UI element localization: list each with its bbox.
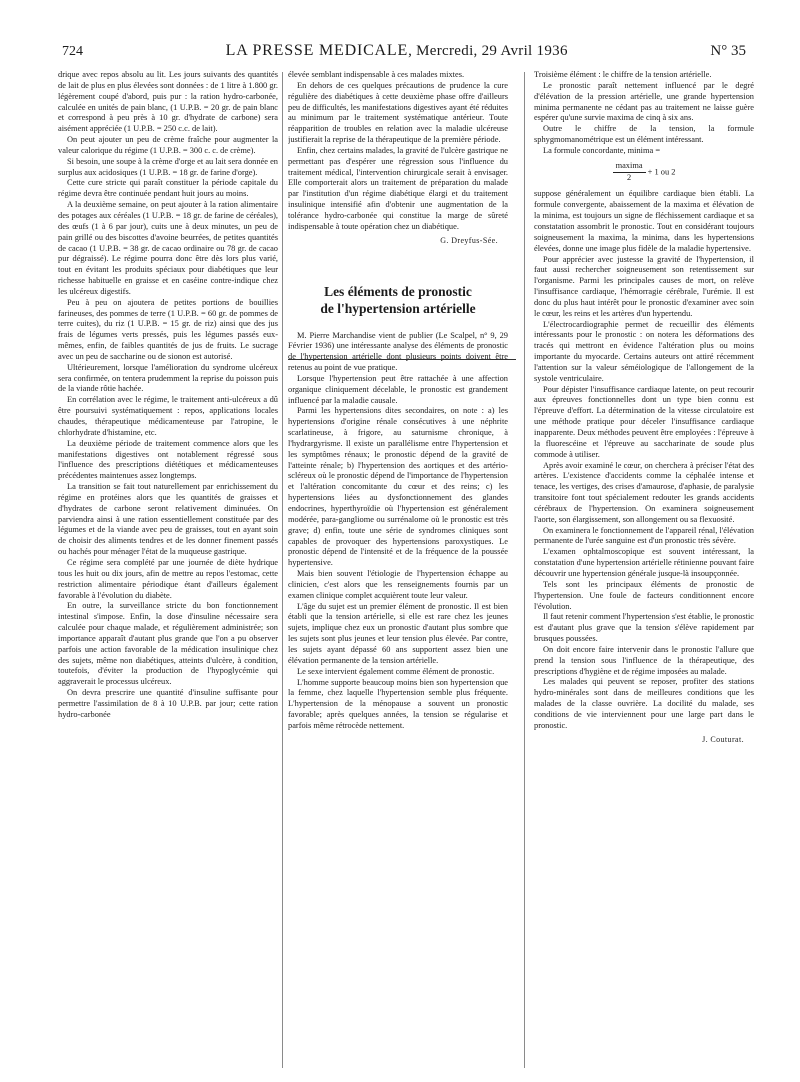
article-title bbox=[288, 283, 508, 317]
column-3 bbox=[534, 70, 754, 1070]
paragraph: Le pronostic paraît nettement influencé par le degré d'élévation de la pression artérielle, une grande hypertension minima permanente ne cédant pas au traitement ne laisse guère espérer qu'une survie maxima de cinq à six ans. bbox=[534, 80, 754, 123]
formula bbox=[534, 161, 754, 184]
column-rule-left bbox=[282, 72, 283, 1068]
issue-number: N° 35 bbox=[710, 43, 746, 59]
issue-date: , Mercredi, 29 Avril 1936 bbox=[408, 43, 568, 59]
paragraph: Les malades qui peuvent se reposer, profiter des stations hydro-minérales sont dans de meilleures conditions que les malades de la classe ouvrière. La docilité du malade, ses conditions de vie interviennent pour une large part dans le pronostic. bbox=[534, 677, 754, 730]
publication-title: LA PRESSE MEDICALE bbox=[225, 42, 409, 59]
paragraph: La transition se fait tout naturellement par enrichissement du régime en protéines alors que les quantités de graisses et d'hydrates de carbone seront relativement diminuées. On parviendra ainsi à une ration essentiellement constituée par des légumes et de la viande avec peu de graisses, tout en ayant soin de choisir des aliments tendres et de les donner finement passés ou hachés pour ménager l'état de la muqueuse gastrique. bbox=[58, 482, 278, 557]
article-title-line-2: de l'hypertension artérielle bbox=[320, 300, 476, 316]
paragraph: Enfin, chez certains malades, la gravité de l'ulcère gastrique ne permettant pas d'espérer une régression sous l'influence du traitement médical, l'intervention chirurgicale serait à envisager. Elle comporterait alors un traitement de préparation du malade par l'institution d'un régime diabétique élargi et du traitement insulinique intensifié afin d'obtenir une augmentation de la tolérance hydro-carbonée qui constitue la marge de sûreté indispensable à toute opération chez un diabétique. bbox=[288, 145, 508, 231]
paragraph: On peut ajouter un peu de crème fraîche pour augmenter la valeur calorique du régime (1 U.P.B. = 300 c. c. de crème). bbox=[58, 135, 278, 155]
paragraph: On devra prescrire une quantité d'insuline suffisante pour permettre l'assimilation de 8 à 10 U.P.B. par jour; cette ration hydro-carbonée bbox=[58, 688, 278, 719]
publication-line bbox=[226, 42, 568, 60]
formula-denominator: 2 bbox=[626, 172, 632, 182]
author-signature: G. Dreyfus-Sée. bbox=[440, 235, 498, 245]
column-2 bbox=[288, 70, 508, 1070]
paragraph: L'électrocardiographie permet de recueillir des éléments intéressants pour le pronostic : on notera les déformations des tracés qui mettront en évidence l'altération plus ou moins importante du myocarde. Certains auteurs ont attiré récemment l'attention sur la valeur séméiologique de l'allongement de la systole ventriculaire. bbox=[534, 319, 754, 383]
paragraph: Peu à peu on ajoutera de petites portions de bouillies farineuses, des pommes de terre (1 U.P.B. = 60 gr. de pommes de terre cuites), du riz (1 U.P.B. = 15 gr. de riz) ainsi que des jus frais de légumes verts pressés, puis les légumes passés eux-mêmes, enfin, de faibles quantités de jus de fruits. Le sucrage avec un peu de saccharine ou de sionon est autorisé. bbox=[58, 297, 278, 361]
paragraph: La formule concordante, minima = bbox=[543, 145, 661, 155]
paragraph: Parmi les hypertensions dites secondaires, on note : a) les hypertensions d'origine rénale consécutives à une néphrite scarlatineuse, à frigore, au saturnisme chronique, à l'hydrargyrisme. Il existe un parallélisme entre l'hypertension et les symptômes rénaux; le pronostic dépend de la gravité de l'atteinte rénale; b) l'hypertension des aortiques et des artério-scléreux où le pronostic dépend de l'importance de l'hypertension et l'altération concomitante du cœur et des reins; c) les hypertensions liées au dysfonctionnement des glandes endocrines, hyperthyroïdie où l'hypertension est généralement modérée, para-gangliome ou surrénalome où le pronostic est très grave; d) enfin, toute une série de syndromes cliniques sont capables de provoquer des hypertensions paroxystiques. Le pronostic dépend de l'intensité et de la fréquence de la poussée hypertensive. bbox=[288, 406, 508, 568]
paragraph: L'âge du sujet est un premier élément de pronostic. Il est bien établi que la tension artérielle, si elle est rare chez les jeunes sujets, implique chez eux un pronostic d'autant plus sombre que les sujets sont plus jeunes et leur tension plus élevée. Par contre, les sujets ayant dépassé 60 ans supportent assez bien une élévation permanente de la tension artérielle. bbox=[288, 601, 508, 665]
article-title-line-1: Les éléments de pronostic bbox=[324, 283, 472, 299]
paragraph: élevée semblant indispensable à ces malades mixtes. bbox=[288, 70, 465, 79]
paragraph: Troisième élément : le chiffre de la tension artérielle. bbox=[534, 70, 712, 79]
formula-numerator: maxima bbox=[613, 161, 646, 173]
paragraph: On examinera le fonctionnement de l'appareil rénal, l'élévation permanente de l'urée sanguine est d'un pronostic très sévère. bbox=[534, 525, 754, 546]
paragraph: L'examen ophtalmoscopique est souvent intéressant, la constatation d'une hypertension artérielle rétinienne pouvant faire découvrir une hypertension générale jusque-là insoupçonnée. bbox=[534, 547, 754, 578]
paragraph: Ce régime sera complété par une journée de diète hydrique tous les huit ou dix jours, afin de mettre au repos l'estomac, cette restriction alimentaire périodique étant d'ailleurs également favorable à l'évolution du diabète. bbox=[58, 557, 278, 600]
paragraph: Ultérieurement, lorsque l'amélioration du syndrome ulcéreux sera confirmée, on tentera prudemment la reprise du poisson puis de la viande rôtie hachée. bbox=[58, 362, 278, 394]
formula-suffix: + 1 ou 2 bbox=[647, 167, 676, 177]
formula-fraction bbox=[613, 161, 646, 184]
paragraph: Si besoin, une soupe à la crème d'orge et au lait sera donnée en surplus aux acidosiques (1 U.P.B. = 18 gr. de farine d'orge). bbox=[58, 156, 278, 177]
paragraph: La deuxième période de traitement commence alors que les manifestations digestives ont notablement régressé sous l'influence des prescriptions diététiques et médicamenteuses précédentes maintenues assez longtemps. bbox=[58, 438, 278, 481]
paragraph: En corrélation avec le régime, le traitement anti-ulcéreux a dû être poursuivi systématiquement : repos, applications locales chaudes, thérapeutique médicamenteuse par l'atropine, le chlorhydrate d'histamine, etc. bbox=[58, 395, 278, 437]
paragraph: Cette cure stricte qui paraît constituer la période capitale du régime devra être continuée pendant huit jours au moins. bbox=[58, 178, 278, 199]
paragraph: Il faut retenir comment l'hypertension s'est établie, le pronostic est d'autant plus grave que la tension s'élève rapidement par brusques poussées. bbox=[534, 612, 754, 644]
paragraph: Tels sont les principaux éléments de pronostic de l'hypertension. Une foule de facteurs conditionnent encore l'évolution. bbox=[534, 579, 754, 611]
paragraph: Le sexe intervient également comme élément de pronostic. bbox=[297, 666, 495, 676]
author-signature: J. Couturat. bbox=[702, 734, 744, 744]
column-1 bbox=[58, 70, 278, 1070]
page-header bbox=[62, 42, 746, 64]
paragraph: Pour apprécier avec justesse la gravité de l'hypertension, il faut aussi rechercher soigneusement son retentissement sur l'organisme. Parmi les principales causes de mort, on relève l'insuffisance cardiaque, l'hémorragie cérébrale, l'urémie. Il est donc du plus haut intérêt pour le pronostic d'examiner avec soin le cœur, les reins et les artères d'un hypertendu. bbox=[534, 254, 754, 318]
paragraph: Lorsque l'hypertension peut être rattachée à une affection organique cliniquement décelable, le pronostic est grandement influencé par la maladie causale. bbox=[288, 373, 508, 405]
paragraph: Après avoir examiné le cœur, on cherchera à préciser l'état des artères. L'existence d'accidents comme la céphalée intense et tenace, les vertiges, des crises d'amaurose, d'aphasie, de paralysie transitoire font tout spécialement redouter les grands accidents cérébraux de l'hypertension. On examinera soigneusement l'aorte, son élargissement, son allongement ou sa flexuosité. bbox=[534, 460, 754, 524]
paragraph: On doit encore faire intervenir dans le pronostic l'allure que prend la tension sous l'influence de la thérapeutique, des prescriptions d'hygiène et de régime imposées au malade. bbox=[534, 644, 754, 676]
paragraph: suppose généralement un équilibre cardiaque bien établi. La formule convergente, abaissement de la maxima et élévation de la minima, est toujours un signe de fléchissement cardiaque et sa constatation assombrit le pronostic. Tout en considérant toujours soigneusement la maxima, la minima, dans les hypertensions élevées, donne une image plus fidèle de la maladie hypertensive. bbox=[534, 189, 754, 253]
column-rule-right bbox=[524, 72, 525, 1068]
article-divider bbox=[288, 359, 516, 360]
paragraph: En dehors de ces quelques précautions de prudence la cure régulière des diabétiques à cette deuxième phase offre d'ailleurs peu de difficultés, les manifestations digestives ayant été réduites au minimum par le traitement systématique antérieur. Toute réapparition de troubles en relation avec la maladie ulcéreuse justifierait la reprise de la thérapeutique de la première période. bbox=[288, 80, 508, 145]
paragraph: Pour dépister l'insuffisance cardiaque latente, on peut recourir aux épreuves fonctionnelles dont un type bien connu est l'épreuve d'effort. La détermination de la vitesse circulatoire est une méthode pratique pour déceler l'insuffisance cardiaque inapparente. Deux méthodes peuvent être employées : l'épreuve à la fluorescéine et l'épreuve au saccharinate de soude plus commode à utiliser. bbox=[534, 384, 754, 459]
paragraph: Outre le chiffre de la tension, la formule sphygmomanométrique est un élément intéressant. bbox=[534, 124, 754, 145]
paragraph: A la deuxième semaine, on peut ajouter à la ration alimentaire des potages aux céréales (1 U.P.B. = 18 gr. de farine de céréales), des œufs (1 à 6 par jour), cuits une à deux minutes, un peu de pain grillé ou des biscottes d'avoine beurrées, de petites quantités de cacao (1 U.P.B. = 38 gr. de cacao ordinaire ou 78 gr. de cacao pur dégraissé). Le régime pourra donc être dès lors plus varié, tout en évitant les produits spéciaux pour diabétiques que leur richesse habituelle en graisse et en caséine contre-indique chez les ulcéreux digestifs. bbox=[58, 200, 278, 296]
paragraph: L'homme supporte beaucoup moins bien son hypertension que la femme, chez laquelle l'hypertension semble plus fréquente. L'hypertension de la ménopause a souvent un pronostic favorable; après quelques années, la tension se régularise et parfois même rétrocède nettement. bbox=[288, 677, 508, 730]
paragraph: M. Pierre Marchandise vient de publier (Le Scalpel, n° 9, 29 Février 1936) une intéressante analyse des éléments de pronostic de l'hypertension artérielle dont plusieurs points doivent être retenus au point de vue pratique. bbox=[288, 330, 508, 373]
paragraph: drique avec repos absolu au lit. Les jours suivants des quantités de lait de plus en plus élevées sont données : de 1 litre à 1.800 gr. légèrement coupé d'abord, puis pur : la ration hydro-carbonée, calculée en unités de pain blanc, (1 U.P.B. = 20 gr. de pain blanc et correspond à peu près à 10 gr. d'hydrate de carbone) sera aisément appréciée (1 U.P.B. = 250 c.c. de lait). bbox=[58, 70, 278, 134]
paragraph: En outre, la surveillance stricte du bon fonctionnement intestinal s'impose. Enfin, la dose d'insuline nécessaire sera calculée pour chaque malade, et régulièrement administrée; son importance apparaît d'autant plus grande que l'on a pu observer parfois une action favorable de la médication insulinique chez des sujets, même non diabétiques, atteints d'ulcère, à condition, toutefois, d'éviter la production de l'hypoglycémie qui aggraverait le processus ulcéreux. bbox=[58, 601, 278, 687]
page-number: 724 bbox=[62, 44, 83, 59]
paragraph: Mais bien souvent l'étiologie de l'hypertension échappe au clinicien, c'est alors que les renseignements fournis par un examen clinique complet acquièrent toute leur valeur. bbox=[288, 569, 508, 600]
